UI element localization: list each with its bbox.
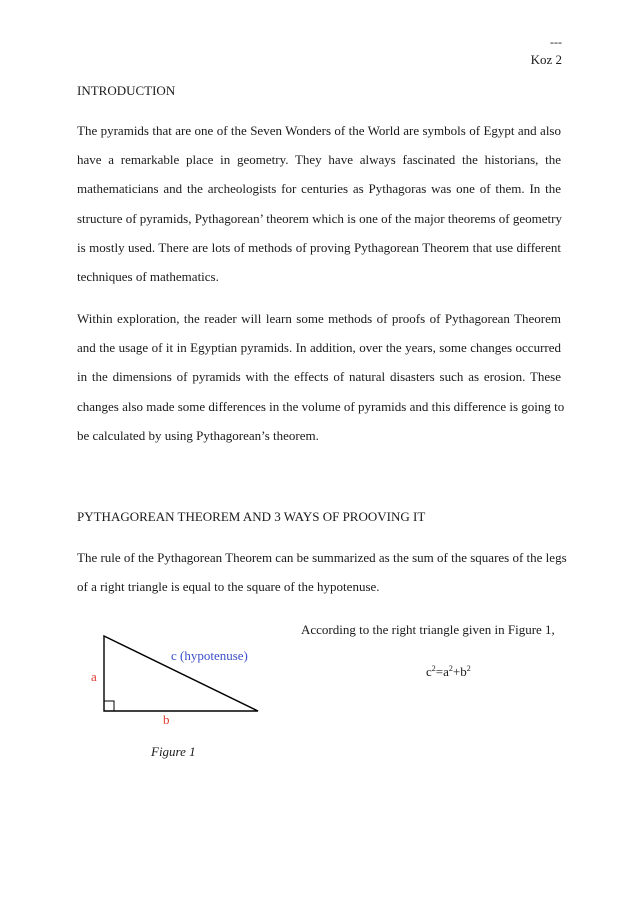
theorem-heading: PYTHAGOREAN THEOREM AND 3 WAYS OF PROOVING IT	[77, 509, 426, 524]
formula-b: b	[460, 664, 467, 679]
formula-a: a	[443, 664, 449, 679]
hypotenuse-label: c (hypotenuse)	[171, 648, 248, 663]
text-line: changes also made some differences in the volume of pyramids and this difference is going to	[77, 398, 565, 414]
text-line: structure of pyramids, Pythagorean’ theorem which is one of the major theorems of geometry	[77, 210, 562, 226]
text-line: mathematicians and the archeologists for centuries as Pythagoras was one of them. In the	[77, 181, 561, 197]
theorem-paragraph	[77, 543, 567, 601]
right-angle-marker	[104, 701, 114, 711]
formula-b-exponent: 2	[466, 664, 471, 673]
formula-c: c	[426, 664, 432, 679]
leg-a-label: a	[91, 669, 97, 684]
formula-plus: +	[452, 664, 461, 679]
text-line: The rule of the Pythagorean Theorem can be summarized as the sum of the squares of the legs	[77, 550, 567, 565]
text-line: be calculated by using Pythagorean’s theorem.	[77, 427, 319, 443]
pythagorean-formula	[426, 661, 471, 680]
leg-b-label: b	[163, 712, 170, 727]
introduction-paragraph-1	[77, 116, 561, 291]
right-triangle-figure	[80, 630, 270, 725]
text-line: The pyramids that are one of the Seven Wonders of the World are symbols of Egypt and also	[77, 123, 561, 138]
figure-caption: Figure 1	[151, 744, 196, 759]
figure-intro-text: According to the right triangle given in Figure 1,	[301, 622, 555, 637]
text-line: techniques of mathematics.	[77, 268, 219, 284]
text-line: is mostly used. There are lots of methods of proving Pythagorean Theorem that use different	[77, 239, 561, 255]
formula-equals: =	[435, 664, 444, 679]
header-marker: ---	[550, 35, 562, 49]
text-line: of a right triangle is equal to the square of the hypotenuse.	[77, 579, 380, 595]
introduction-heading: INTRODUCTION	[77, 83, 176, 98]
text-line: Within exploration, the reader will learn some methods of proofs of Pythagorean Theorem	[77, 311, 561, 326]
formula-c-exponent: 2	[431, 664, 436, 673]
text-line: have a remarkable place in geometry. They have always fascinated the historians, the	[77, 152, 561, 168]
formula-a-exponent: 2	[448, 664, 453, 673]
text-line: and the usage of it in Egyptian pyramids. In addition, over the years, some changes occurred	[77, 340, 561, 356]
introduction-paragraph-2	[77, 304, 565, 450]
text-line: in the dimensions of pyramids with the effects of natural disasters such as erosion. These	[77, 369, 561, 385]
header-page-number: Koz 2	[530, 52, 562, 67]
